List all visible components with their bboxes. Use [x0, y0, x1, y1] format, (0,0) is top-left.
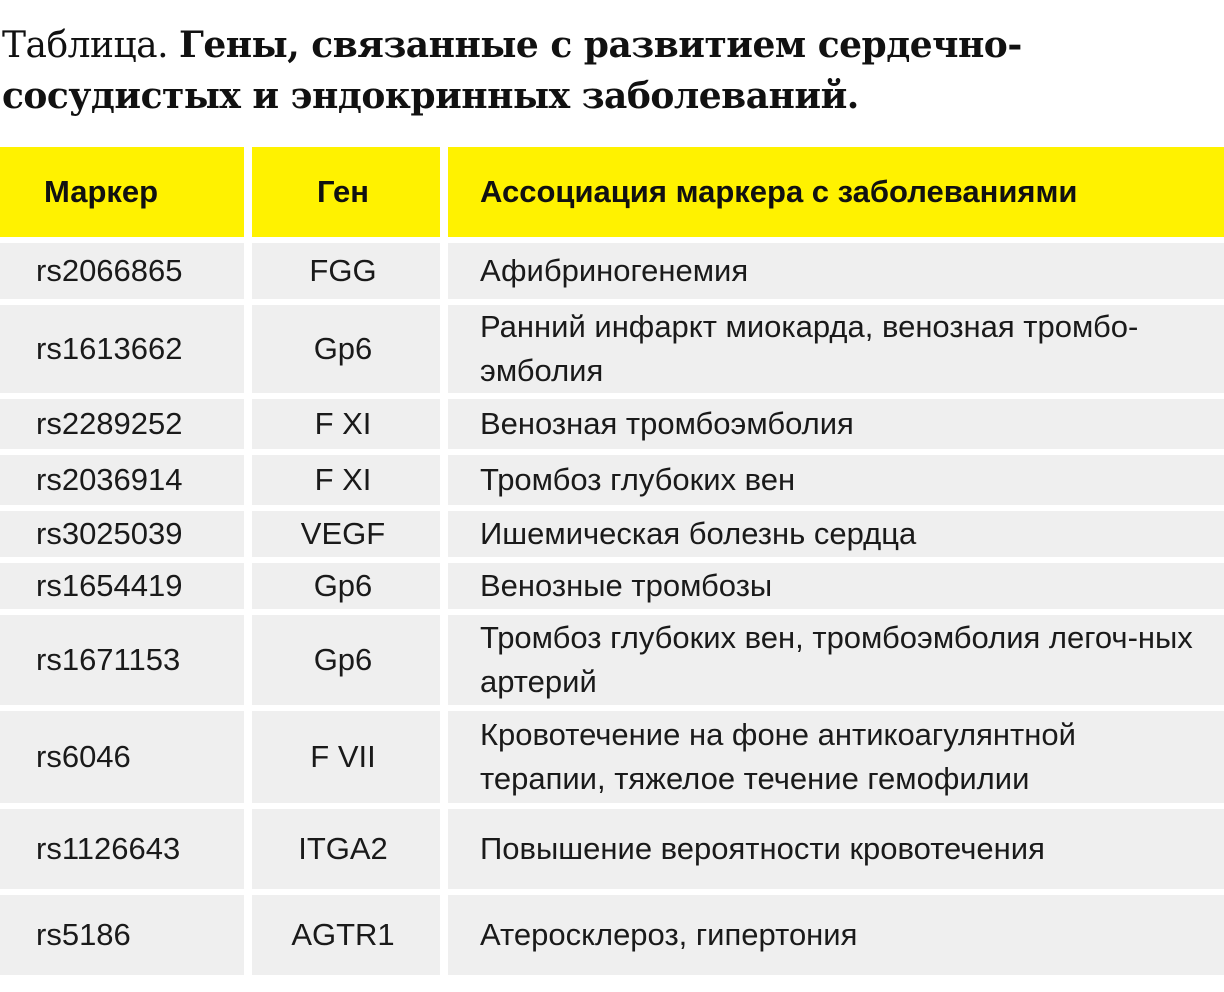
gene-cell: VEGF	[252, 511, 440, 557]
marker-cell: rs1654419	[0, 563, 244, 609]
association-cell: Кровотечение на фоне антикоагулянтной терапии, тяжелое течение гемофилии	[448, 711, 1224, 803]
marker-cell: rs5186	[0, 895, 244, 975]
association-cell: Атеросклероз, гипертония	[448, 895, 1224, 975]
gene-cell: ITGA2	[252, 809, 440, 889]
gene-cell: Gp6	[252, 563, 440, 609]
marker-cell: rs2289252	[0, 399, 244, 449]
association-cell: Венозная тромбоэмболия	[448, 399, 1224, 449]
marker-cell: rs1126643	[0, 809, 244, 889]
gene-cell: Gp6	[252, 615, 440, 705]
marker-cell: rs3025039	[0, 511, 244, 557]
gene-cell: F XI	[252, 455, 440, 505]
association-cell: Афибриногенемия	[448, 243, 1224, 299]
association-cell: Тромбоз глубоких вен	[448, 455, 1224, 505]
marker-cell: rs2036914	[0, 455, 244, 505]
caption-title: Гены, связанные с развитием сердечно-сосудистых и эндокринных заболеваний.	[2, 24, 1022, 117]
association-cell: Тромбоз глубоких вен, тромбоэмболия легоч-ных артерий	[448, 615, 1224, 705]
header-marker: Маркер	[0, 147, 244, 237]
gene-cell: FGG	[252, 243, 440, 299]
marker-cell: rs1613662	[0, 305, 244, 393]
association-cell: Венозные тромбозы	[448, 563, 1224, 609]
marker-cell: rs2066865	[0, 243, 244, 299]
marker-cell: rs1671153	[0, 615, 244, 705]
table-caption	[2, 20, 1222, 122]
gene-cell: F XI	[252, 399, 440, 449]
gene-cell: F VII	[252, 711, 440, 803]
genes-table	[0, 147, 1224, 992]
association-cell: Ишемическая болезнь сердца	[448, 511, 1224, 557]
caption-lead: Таблица.	[2, 25, 169, 66]
marker-cell: rs6046	[0, 711, 244, 803]
gene-cell: AGTR1	[252, 895, 440, 975]
association-cell: Повышение вероятности кровотечения	[448, 809, 1224, 889]
association-cell: Ранний инфаркт миокарда, венозная тромбо-эмболия	[448, 305, 1224, 393]
gene-cell: Gp6	[252, 305, 440, 393]
header-gene: Ген	[252, 147, 440, 237]
header-association: Ассоциация маркера с заболеваниями	[448, 147, 1224, 237]
